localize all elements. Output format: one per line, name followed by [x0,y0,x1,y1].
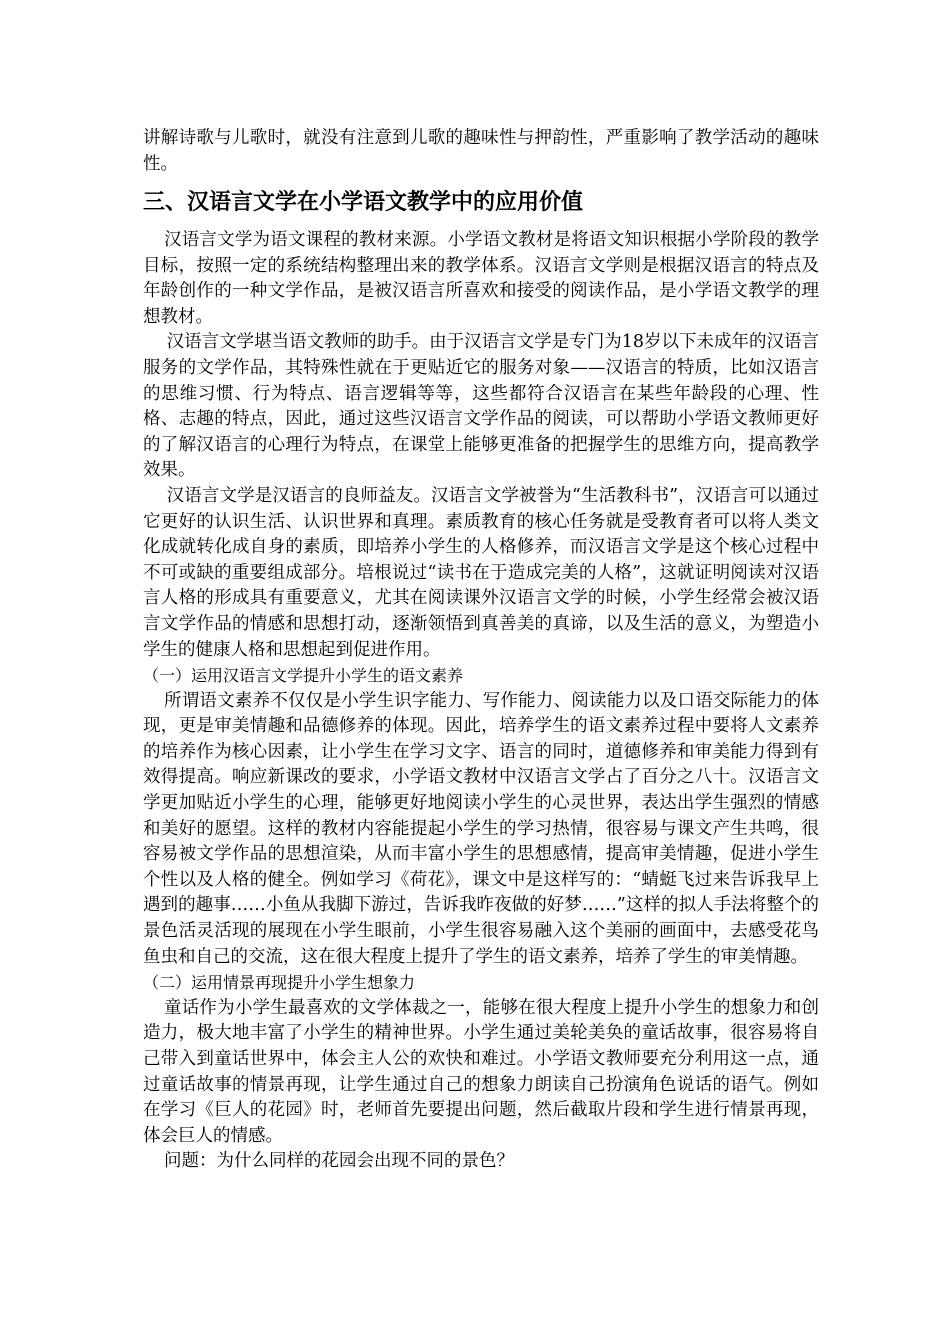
paragraph-question: 问题：为什么同样的花园会出现不同的景色？ [164,1151,514,1172]
intro-continuation-paragraph: 讲解诗歌与儿歌时，就没有注意到儿歌的趣味性与押韵性，严重影响了教学活动的趣味性。 [143,128,819,174]
paragraph-teacher-assistant: 汉语言文学堪当语文教师的助手。由于汉语言文学是专门为18岁以下未成年的汉语言服务的文学作品，其特殊性就在于更贴近它的服务对象——汉语言的特质，比如汉语言的思维习惯、行为特点、语言逻辑等等，这些都符合汉语言在某些年龄段的心理、性格、志趣的特点，因此，通过这些汉语言文学作品的阅读，可以帮助小学语文教师更好的了解汉语言的心理行为特点，在课堂上能够更准备的把握学生的思维方向，提高教学效果。 [143,332,819,481]
subheading-literacy: （一）运用汉语言文学提升小学生的语文素养 [143,666,464,686]
paragraph-mentor-friend: 汉语言文学是汉语言的良师益友。汉语言文学被誉为“生活教科书”，汉语言可以通过它更好的认识生活、认识世界和真理。素质教育的核心任务就是受教育者可以将人类文化成就转化成自身的素质，即培养小学生的人格修养，而汉语言文学是这个核心过程中不可或缺的重要组成部分。培根说过“读书在于造成完美的人格”，这就证明阅读对汉语言人格的形成具有重要意义，尤其在阅读课外汉语言文学的时候，小学生经常会被汉语言文学作品的情感和思想打动，逐渐领悟到真善美的真谛，以及生活的意义，为塑造小学生的健康人格和思想起到促进作用。 [143,485,819,660]
body-text-block [143,228,819,1175]
paragraph-literacy: 所谓语文素养不仅仅是小学生识字能力、写作能力、阅读能力以及口语交际能力的体现，更是审美情趣和品德修养的体现。因此，培养学生的语文素养过程中要将人文素养的培养作为核心因素，让小学生在学习文字、语言的同时，道德修养和审美能力得到有效得提高。响应新课改的要求，小学语文教材中汉语言文学占了百分之八十。汉语言文学更加贴近小学生的心理，能够更好地阅读小学生的心灵世界，表达出学生强烈的情感和美好的愿望。这样的教材内容能提起小学生的学习热情，很容易与课文产生共鸣，很容易被文学作品的思想渲染，从而丰富小学生的思想感情，提高审美情趣，促进小学生个性以及人格的健全。例如学习《荷花》，课文中是这样写的：“蜻蜓飞过来告诉我早上遇到的趣事……小鱼从我脚下游过，告诉我昨夜做的好梦……”这样的拟人手法将整个的景色活灵活现的展现在小学生眼前，小学生很容易融入这个美丽的画面中，去感受花鸟鱼虫和自己的交流，这在很大程度上提升了学生的语文素养，培养了学生的审美情趣。 [143,690,819,967]
paragraph-textbook-source: 汉语言文学为语文课程的教材来源。小学语文教材是将语文知识根据小学阶段的教学目标，按照一定的系统结构整理出来的教学体系。汉语言文学则是根据汉语言的特点及年龄创作的一种文学作品，是被汉语言所喜欢和接受的阅读作品，是小学语文教学的理想教材。 [143,230,819,327]
intro-continuation-block [143,126,819,177]
paragraph-imagination: 童话作为小学生最喜欢的文学体裁之一，能够在很大程度上提升小学生的想象力和创造力，极大地丰富了小学生的精神世界。小学生通过美轮美奂的童话故事，很容易将自己带入到童话世界中，体会主人公的欢快和难过。小学语文教师要充分利用这一点，通过童话故事的情景再现，让学生通过自己的想象力朗读自己扮演角色说话的语气。例如在学习《巨人的花园》时，老师首先要提出问题，然后截取片段和学生进行情景再现，体会巨人的情感。 [143,997,819,1146]
subheading-imagination: （二）运用情景再现提升小学生想象力 [143,973,416,993]
section-heading: 三、汉语言文学在小学语文教学中的应用价值 [143,190,584,215]
